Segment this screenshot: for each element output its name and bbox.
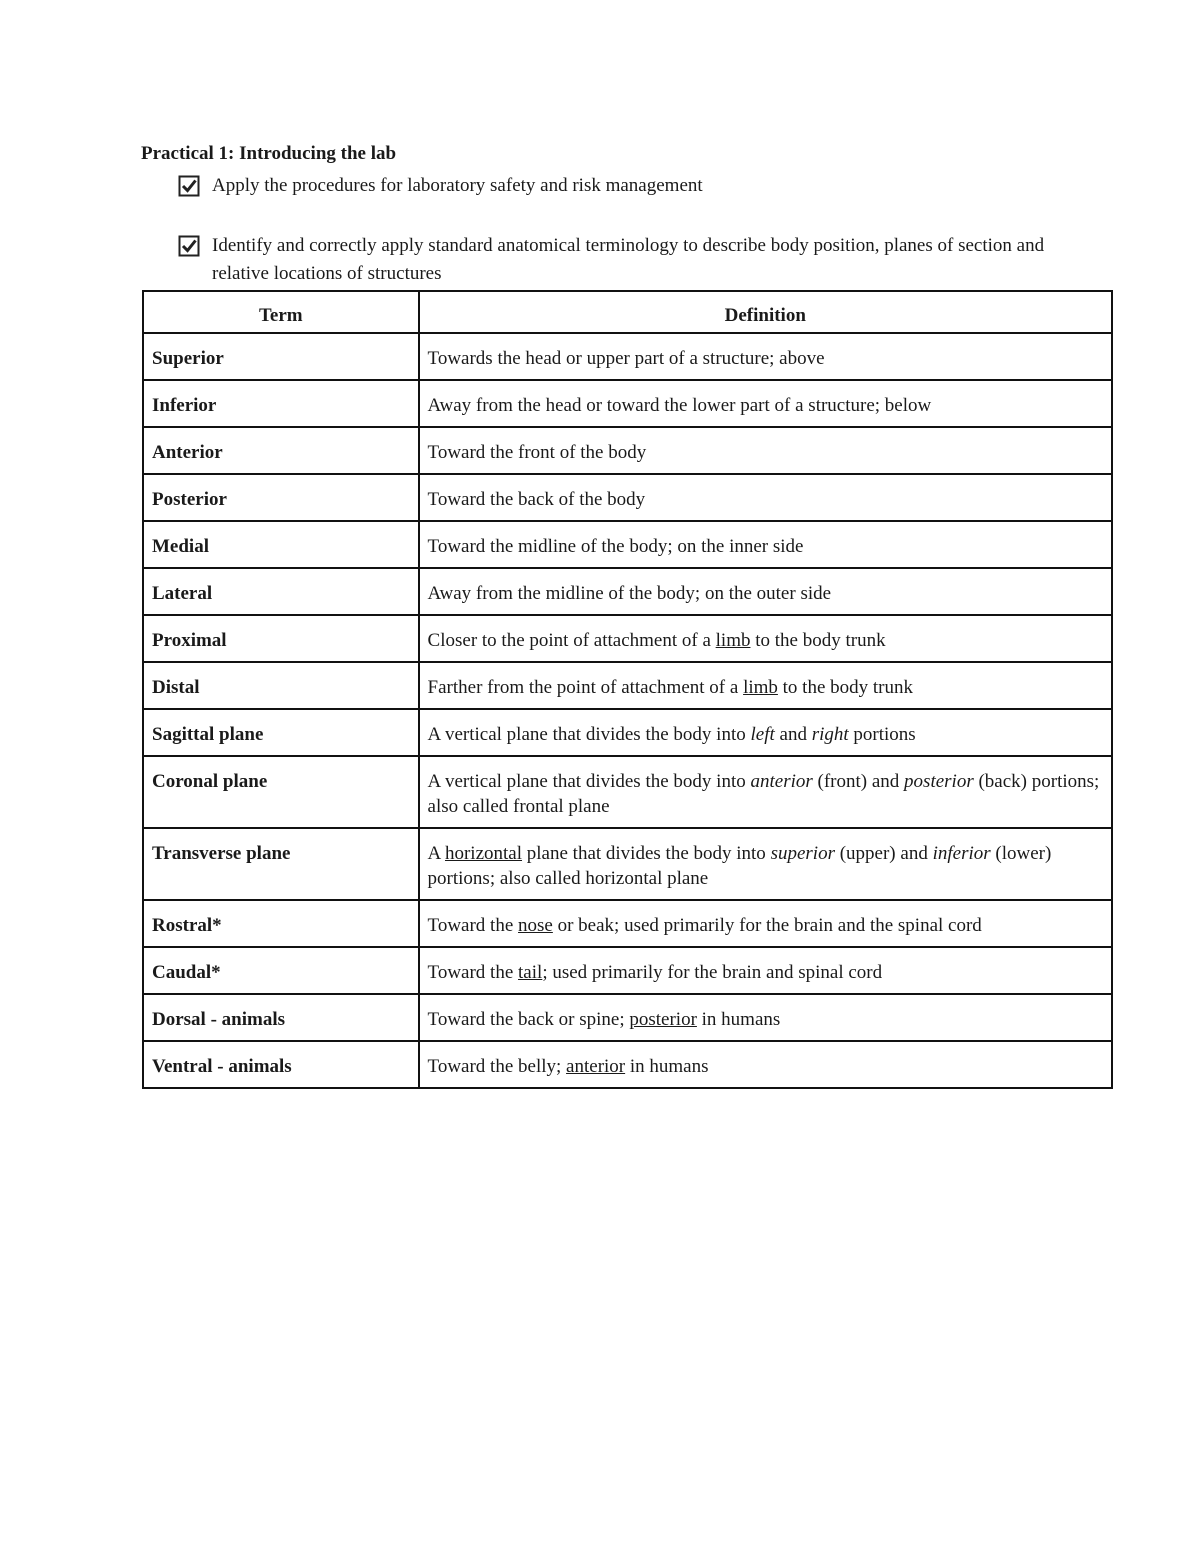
italic-text: right [811, 724, 849, 745]
table-row [143, 521, 1112, 568]
definition-text: (front) and [812, 771, 905, 792]
term-cell: Caudal* [143, 947, 419, 994]
italic-text: left [750, 724, 775, 745]
column-header-definition: Definition [419, 291, 1112, 333]
definition-text: Toward the [427, 962, 519, 983]
definition-text: A vertical plane that divides the body into [427, 724, 751, 745]
definition-text: (upper) and [834, 843, 933, 864]
underlined-text: horizontal [444, 843, 523, 864]
definition-text: Toward the midline of the body; on the inner side [427, 536, 804, 557]
definition-cell [419, 521, 1112, 568]
term-cell: Proximal [143, 615, 419, 662]
table-header-row [143, 291, 1112, 333]
italic-text: anterior [750, 771, 813, 792]
underlined-text: limb [743, 677, 778, 698]
definition-text: plane that divides the body into [522, 843, 771, 864]
definition-text: Closer to the point of attachment of a [427, 630, 716, 651]
table-row [143, 427, 1112, 474]
definition-text: to the body trunk [750, 630, 886, 651]
underlined-text: anterior [566, 1056, 626, 1077]
term-cell: Sagittal plane [143, 709, 419, 756]
underlined-text: nose [518, 915, 553, 936]
table-row [143, 709, 1112, 756]
table-row [143, 994, 1112, 1041]
definition-cell [419, 568, 1112, 615]
definition-text: portions [848, 724, 916, 745]
definition-cell [419, 615, 1112, 662]
definition-text: in humans [696, 1009, 781, 1030]
definition-cell [419, 474, 1112, 521]
table-row [143, 568, 1112, 615]
definition-cell [419, 947, 1112, 994]
term-cell: Dorsal - animals [143, 994, 419, 1041]
definition-text: in humans [625, 1056, 709, 1077]
definition-text: Farther from the point of attachment of a [427, 677, 744, 698]
definition-text: Toward the back of the body [427, 489, 646, 510]
definition-cell [419, 380, 1112, 427]
term-cell: Anterior [143, 427, 419, 474]
objective-item [178, 232, 1078, 288]
definition-cell [419, 900, 1112, 947]
objective-text: Apply the procedures for laboratory safety and risk management [212, 175, 703, 196]
term-cell: Lateral [143, 568, 419, 615]
table-body [143, 333, 1112, 1088]
table-row [143, 333, 1112, 380]
definition-text: Toward the back or spine; [427, 1009, 630, 1030]
objective-item [178, 172, 1078, 200]
italic-text: superior [770, 843, 835, 864]
table-row [143, 756, 1112, 828]
terminology-table [142, 290, 1113, 1089]
term-cell: Ventral - animals [143, 1041, 419, 1088]
definition-text: ; used primarily for the brain and spinal cord [542, 962, 883, 983]
definition-text: and [774, 724, 812, 745]
underlined-text: tail [518, 962, 543, 983]
definition-text: A [427, 843, 445, 864]
definition-cell [419, 994, 1112, 1041]
definition-cell [419, 1041, 1112, 1088]
italic-text: inferior [932, 843, 991, 864]
term-cell: Medial [143, 521, 419, 568]
checked-box-icon [178, 175, 200, 197]
table-row [143, 474, 1112, 521]
term-cell: Coronal plane [143, 756, 419, 828]
definition-cell [419, 662, 1112, 709]
definition-text: Away from the midline of the body; on the outer side [427, 583, 832, 604]
definition-cell [419, 427, 1112, 474]
term-cell: Posterior [143, 474, 419, 521]
italic-text: posterior [904, 771, 974, 792]
table-row [143, 380, 1112, 427]
definition-text: Away from the head or toward the lower part of a structure; below [427, 395, 932, 416]
column-header-term: Term [143, 291, 419, 333]
term-cell: Inferior [143, 380, 419, 427]
term-cell: Superior [143, 333, 419, 380]
definition-cell [419, 333, 1112, 380]
page-title: Practical 1: Introducing the lab [141, 143, 397, 164]
definition-text: Toward the [427, 915, 519, 936]
definition-text: Toward the front of the body [427, 442, 647, 463]
table-row [143, 615, 1112, 662]
definition-text: Towards the head or upper part of a structure; above [427, 348, 825, 369]
underlined-text: posterior [629, 1009, 697, 1030]
table-row [143, 1041, 1112, 1088]
definition-text: Toward the belly; [427, 1056, 567, 1077]
table-row [143, 900, 1112, 947]
definition-cell [419, 828, 1112, 900]
term-cell: Distal [143, 662, 419, 709]
objective-text: Identify and correctly apply standard anatomical terminology to describe body position, planes of section and relative locations of structures [212, 235, 1045, 284]
table-row [143, 947, 1112, 994]
definition-text: to the body trunk [777, 677, 914, 698]
definition-cell [419, 756, 1112, 828]
term-cell: Transverse plane [143, 828, 419, 900]
definition-text: or beak; used primarily for the brain and the spinal cord [552, 915, 982, 936]
checked-box-icon [178, 235, 200, 257]
table-row [143, 662, 1112, 709]
definition-cell [419, 709, 1112, 756]
definition-text: A vertical plane that divides the body into [427, 771, 751, 792]
definition-text: (lower) portions; also called horizontal plane [427, 843, 1052, 889]
definition-text: (back) portions; also called frontal plane [427, 771, 1100, 817]
underlined-text: limb [715, 630, 751, 651]
table-row [143, 828, 1112, 900]
term-cell: Rostral* [143, 900, 419, 947]
